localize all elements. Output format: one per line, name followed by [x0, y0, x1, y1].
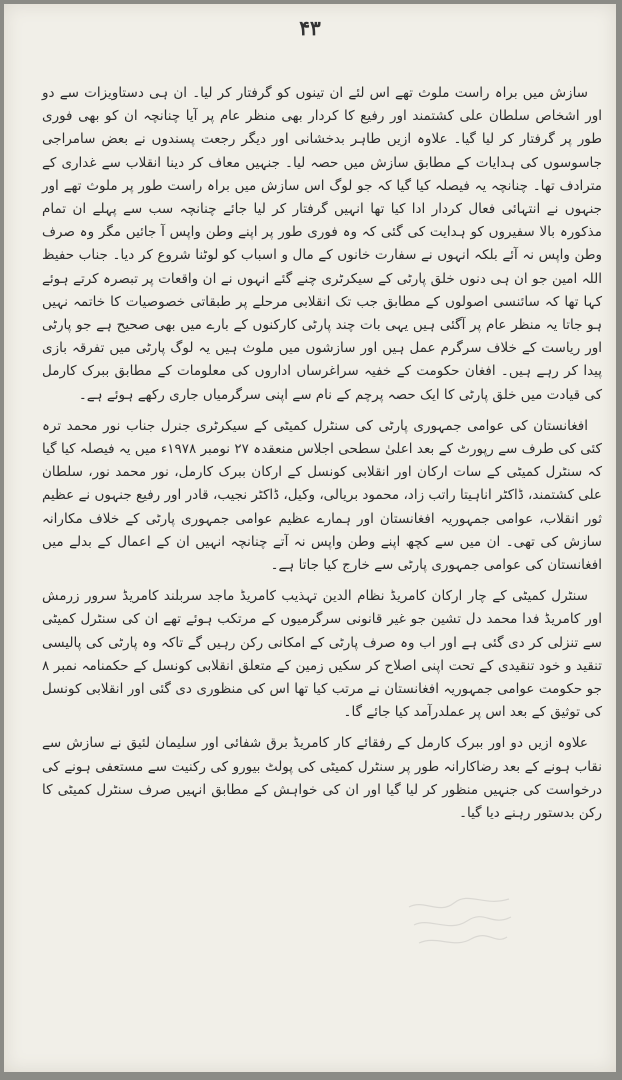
faint-handwriting-mark	[399, 889, 519, 959]
document-page	[4, 4, 616, 1072]
paragraph-1: سازش میں براہ راست ملوث تھے اس لئے ان تینوں کو گرفتار کر لیا۔ ان ہی دستاویزات سے دو اور اشخاص سلطان علی کشتمند اور رفیع کا کردار بھی منظر عام پر آیا چنانچہ ان کو بھی فوری طور پر گرفتار کر لیا گیا۔ علاوہ ازیں طاہر بدخشانی اور دیگر رجعت پسندوں نے بعض سامراجی جاسوسوں کی ہدایات کے مطابق سازش میں حصہ لیا۔ جنہیں معاف کر دینا انقلاب سے غداری کے مترادف تھا۔ چنانچہ یہ فیصلہ کیا گیا کہ جو لوگ اس سازش میں براہ راست طور پر ملوث تھے اور جنہوں نے انتہائی فعال کردار ادا کیا تھا انہیں گرفتار کر لیا جائے چنانچہ سب سے پہلے ان تمام مذکورہ بالا سفیروں کو ہدایت کی گئی کہ وہ فوری طور پر اپنے وطن واپس آ جائیں مگر وہ صرف وطن واپس نہ آئے بلکہ انہوں نے سفارت خانوں کے مال و اسباب کو لوٹنا شروع کر دیا۔ جناب حفیظ اللہ امین جو ان ہی دنوں خلق پارٹی کے سیکرٹری چنے گئے انہوں نے ان واقعات پر تبصرہ کرتے ہوئے کہا تھا کہ سائنسی اصولوں کے مطابق جب تک انقلابی مرحلے پر طبقاتی خصوصیات کا خاتمہ نہیں ہو جاتا یہ منظر عام پر آگئی ہیں یہی بات چند پارٹی کارکنوں کے بارے میں بھی صحیح ہے جو پارٹی اور ریاست کے خلاف سرگرم عمل ہیں اور سازشوں میں ملوث ہیں یہ لوگ پارٹی میں تفرقہ بازی پیدا کر رہے ہیں۔ افغان حکومت کے خفیہ سراغرساں اداروں کی معلومات کے مطابق ببرک کارمل کی قیادت میں خلق پارٹی کا ایک حصہ پرچم کے نام سے اپنی سرگرمیاں جاری رکھے ہوئے ہے۔	[42, 85, 602, 403]
paragraph-4: علاوہ ازیں دو اور ببرک کارمل کے رفقائے کار کامریڈ برق شفائی اور سلیمان لئیق نے سازش سے نقاب ہونے کے بعد رضاکارانہ طور پر سنٹرل کمیٹی کی پولٹ بیورو کی رکنیت سے مستعفی ہونے کی درخواست کی جنہیں منظور کر لیا گیا اور ان کی خواہش کے مطابق انہیں صرف سنٹرل کمیٹی کا رکن بدستور رہنے دیا گیا۔	[42, 735, 602, 822]
paragraph-3: سنٹرل کمیٹی کے چار ارکان کامریڈ نظام الدین تہذیب کامریڈ ماجد سربلند کامریڈ سرور زرمش اور کامریڈ فدا محمد دل تشین جو غیر قانونی سرگرمیوں کے مرتکب ہوئے تھے ان کی سنٹرل کمیٹی سے تنزلی کر دی گئی ہے اور اب وہ صرف پارٹی کے امکانی رکن رہیں گے تاکہ وہ پارٹی کی پالیسی تنقید و خود تنقیدی کے تحت اپنی اصلاح کر سکیں زمین کے متعلق انقلابی کونسل کے حکمنامہ نمبر ۸ جو حکومت عوامی جمہوریہ افغانستان نے مرتب کیا تھا اس کی منظوری دی گئی اور انقلابی کونسل کی توثیق کے بعد اس پر عملدرآمد کیا جائے گا۔	[42, 588, 602, 721]
urdu-text-body	[42, 82, 602, 833]
page-number: ۴۳	[299, 16, 321, 40]
paragraph-2: افغانستان کی عوامی جمہوری پارٹی کی سنٹرل کمیٹی کے سیکرٹری جنرل جناب نور محمد ترہ کئی کی طرف سے رپورٹ کے بعد اعلیٰ سطحی اجلاس منعقدہ ۲۷ نومبر ۱۹۷۸ء میں یہ فیصلہ کیا گیا کہ سنٹرل کمیٹی کے سات ارکان اور انقلابی کونسل کے ارکان ببرک کارمل، نور محمد نور، سلطان علی کشتمند، ڈاکٹر اناہیتا راتب زاد، محمود بریالی، وکیل، ڈاکٹر نجیب، قادر اور رفیع جنہوں نے عظیم ثور انقلاب، عوامی جمہوریہ افغانستان اور ہمارے عظیم عوامی جمہوری پارٹی کے خلاف مکارانہ سازش کی تھی۔ ان میں سے کچھ اپنے وطن واپس نہ آتے چنانچہ انہیں ان کے اعمال کے بدلے میں افغانستان کی عوامی جمہوری پارٹی سے خارج کیا جاتا ہے۔	[42, 417, 602, 574]
